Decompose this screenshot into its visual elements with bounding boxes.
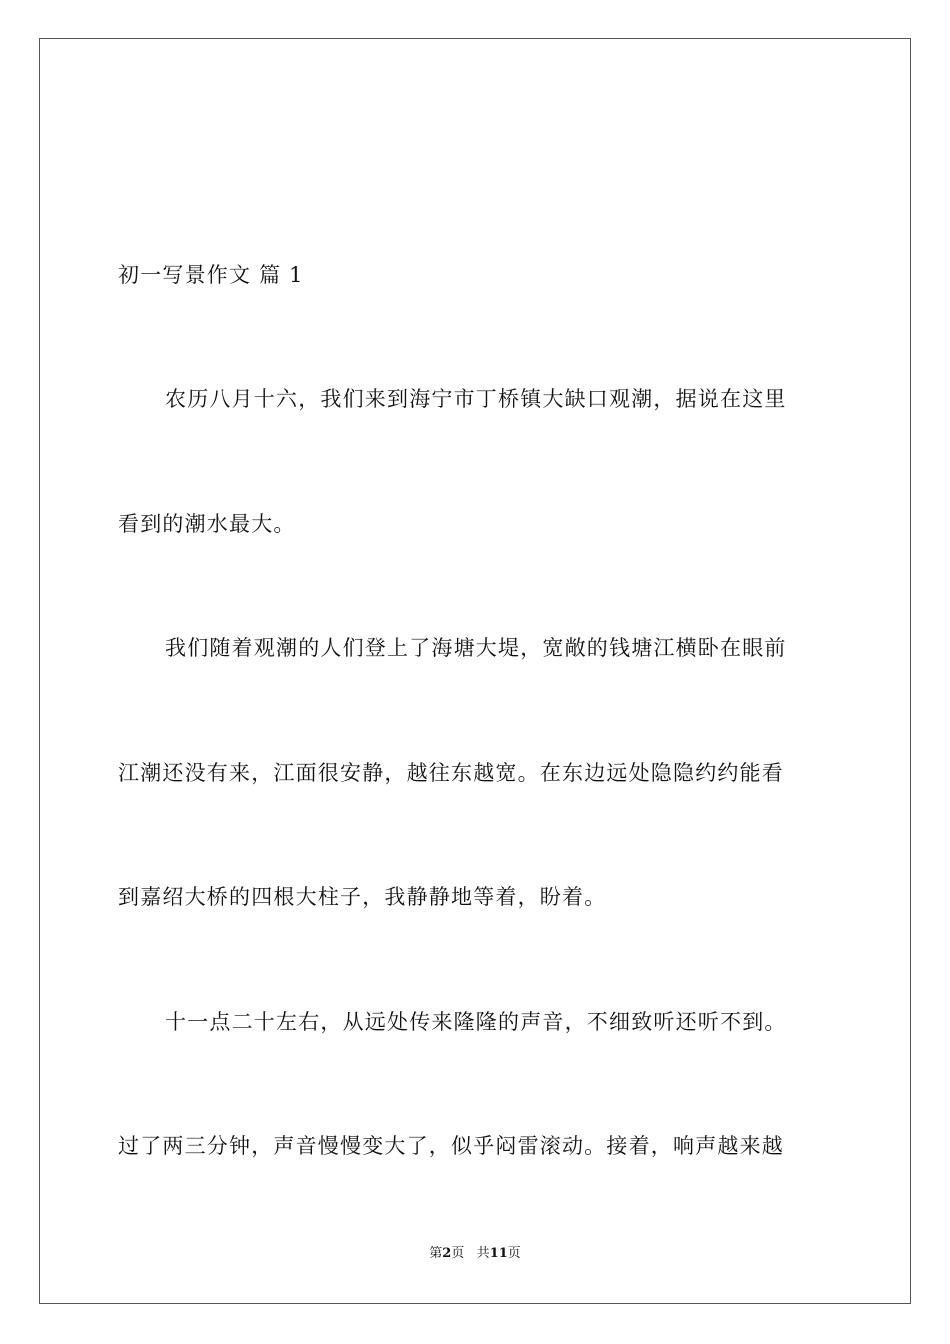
paragraph-line-6: 十一点二十左右，从远处传来隆隆的声音，不细致听还听不到。 xyxy=(165,1010,787,1034)
footer-current-page: 2 xyxy=(442,1246,452,1261)
paragraph-line-1: 农历八月十六，我们来到海宁市丁桥镇大缺口观潮，据说在这里 xyxy=(165,387,787,411)
paragraph-line-3: 我们随着观潮的人们登上了海塘大堤，宽敞的钱塘江横卧在眼前 xyxy=(165,636,787,660)
footer-total-pages: 11 xyxy=(489,1246,508,1261)
footer-prefix: 第 xyxy=(429,1246,443,1261)
page-border xyxy=(39,38,911,1304)
footer-page-word: 页 xyxy=(451,1246,465,1261)
page-heading: 初一写景作文 篇 1 xyxy=(118,263,304,287)
page-footer xyxy=(0,1246,950,1262)
footer-total-prefix: 共 xyxy=(476,1246,490,1261)
paragraph-line-5: 到嘉绍大桥的四根大柱子，我静静地等着，盼着。 xyxy=(118,885,607,909)
paragraph-line-7: 过了两三分钟，声音慢慢变大了，似乎闷雷滚动。接着，响声越来越 xyxy=(118,1134,784,1158)
paragraph-line-2: 看到的潮水最大。 xyxy=(118,512,296,536)
paragraph-line-4: 江潮还没有来，江面很安静，越往东越宽。在东边远处隐隐约约能看 xyxy=(118,761,784,785)
footer-total-suffix: 页 xyxy=(507,1246,521,1261)
